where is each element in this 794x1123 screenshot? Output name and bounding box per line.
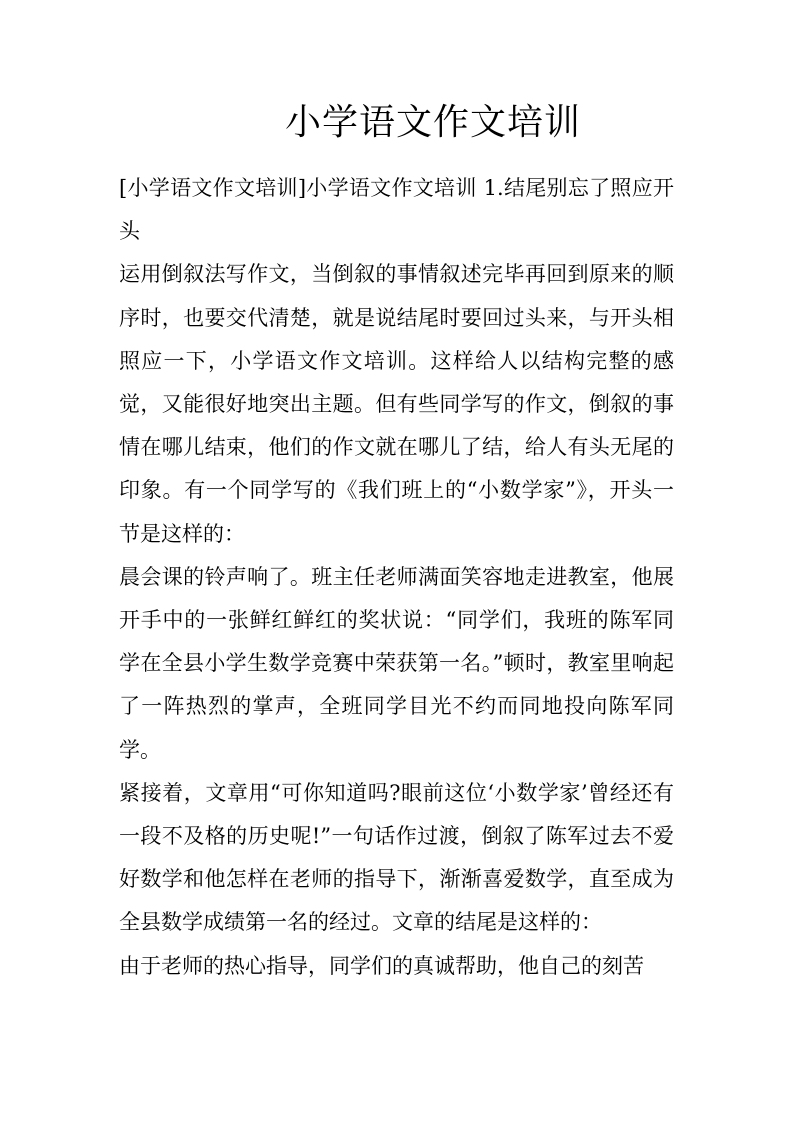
paragraph-quote: 晨会课的铃声响了。班主任老师满面笑容地走进教室，他展开手中的一张鲜红鲜红的奖状说：“同学们，我班的陈军同学在全县小学生数学竞赛中荣获第一名。”顿时，教室里响起了一阵热烈的掌声，全班同学目光不约而同地投向陈军同学。: [119, 564, 674, 762]
paragraph-quote: 由于老师的热心指导，同学们的真诚帮助，他自己的刻苦: [119, 953, 644, 978]
paragraph-heading: [小学语文作文培训]小学语文作文培训 1.结尾别忘了照应开头: [119, 176, 674, 244]
document-body: [119, 167, 674, 988]
document-title: 小学语文作文培训: [284, 102, 581, 143]
paragraph: 紧接着，文章用“可你知道吗?眼前这位‘小数学家’曾经还有一段不及格的历史呢!”一句话作过渡，倒叙了陈军过去不爱好数学和他怎样在老师的指导下，渐渐喜爱数学，直至成为全县数学成绩第一名的经过。文章的结尾是这样的：: [119, 780, 674, 935]
paragraph: 运用倒叙法写作文，当倒叙的事情叙述完毕再回到原来的顺序时，也要交代清楚，就是说结尾时要回过头来，与开头相照应一下，小学语文作文培训。这样给人以结构完整的感觉，又能很好地突出主题。但有些同学写的作文，倒叙的事情在哪儿结束，他们的作文就在哪儿了结，给人有头无尾的印象。有一个同学写的《我们班上的“小数学家”》，开头一节是这样的：: [119, 262, 674, 546]
